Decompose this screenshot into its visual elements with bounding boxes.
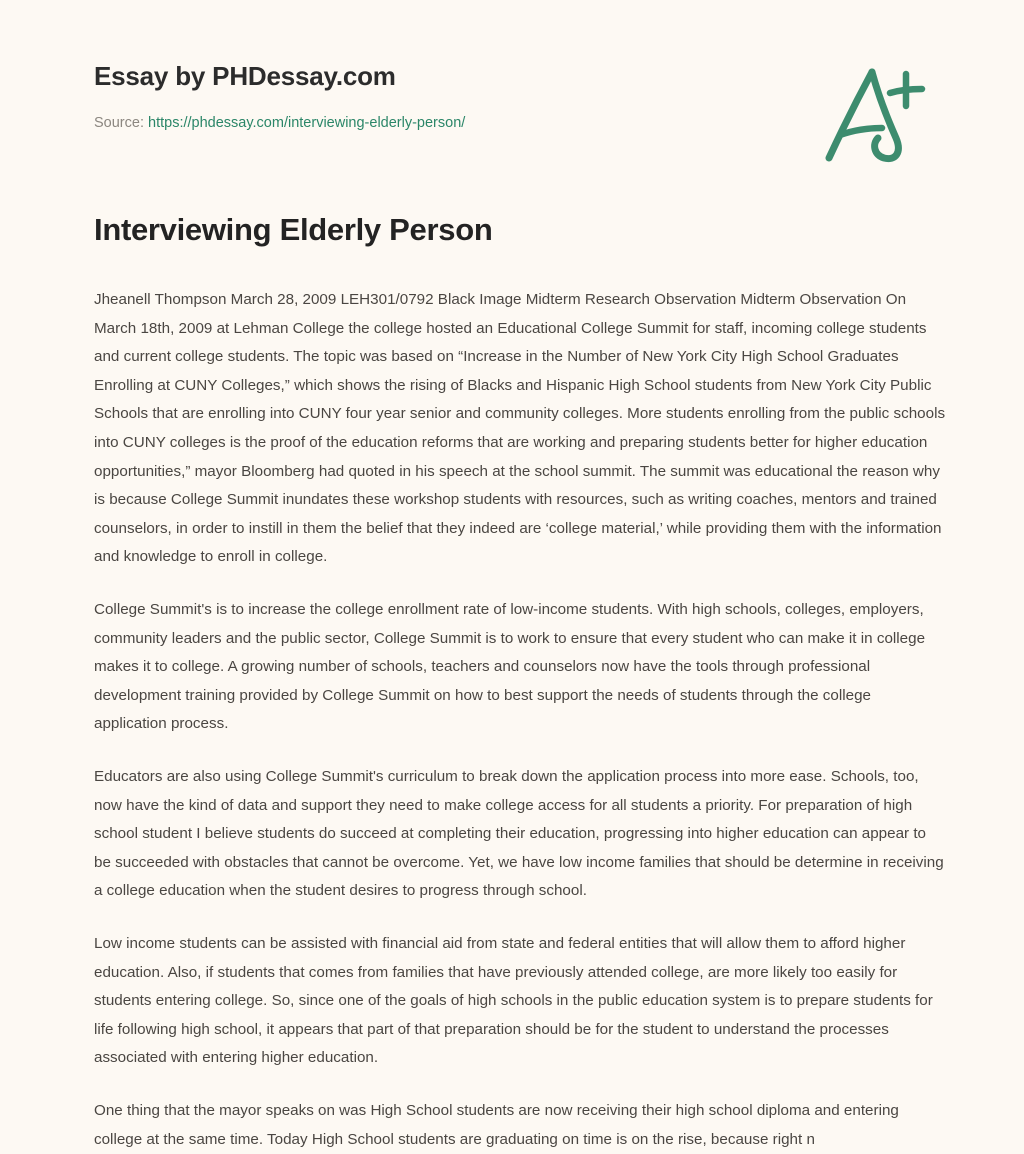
source-url-link[interactable]: https://phdessay.com/interviewing-elderly-person/ [148,114,466,131]
brand-title: Essay by PHDessay.com [94,61,396,91]
essay-paragraph: Low income students can be assisted with financial aid from state and federal entities that will allow them to afford higher education. Also, if students that comes from families that have previously attended college, are more likely too easily for students entering college. So, since one of the goals of high schools in the public education system is to prepare students for life following high school, it appears that part of that preparation should be for the student to understand the processes associated with entering higher education. [94,934,933,1067]
source-line [94,113,960,133]
essay-paragraph: Jheanell Thompson March 28, 2009 LEH301/0792 Black Image Midterm Research Observation Midterm Observation On March 18th, 2009 at Lehman College the college hosted an Educational College Summit for staff, incoming college students and current college students. The topic was based on “Increase in the Number of New York City High School Graduates Enrolling at CUNY Colleges,” which shows the rising of Blacks and Hispanic High School students from New York City Public Schools that are enrolling into CUNY four year senior and community colleges. More students enrolling from the public schools into CUNY colleges is the proof of the education reforms that are working and preparing students better for higher education opportunities,” mayor Bloomberg had quoted in his speech at the school summit. The summit was educational the reason why is because College Summit inundates these workshop students with resources, such as writing coaches, mentors and trained counselors, in order to instill in them the belief that they indeed are ‘college material,’ while providing them with the information and knowledge to enroll in college. [94,291,946,566]
page-header [0,0,1024,133]
source-label: Source: [94,114,144,131]
essay-paragraph: One thing that the mayor speaks on was High School students are now receiving their high school diploma and entering college at the same time. Today High School students are graduating on time is on the rise, because right n [94,1101,899,1148]
essay-paragraph: Educators are also using College Summit's curriculum to break down the application process into more ease. Schools, too, now have the kind of data and support they need to make college access for all students a priority. For preparation of high school student I believe students do succeed at completing their education, progressing into higher education can appear to be succeeded with obstacles that cannot be overcome. Yet, we have low income families that should be determine in receiving a college education when the student desires to progress through school. [94,767,944,900]
page-title: Interviewing Elderly Person [94,211,493,247]
essay-body [0,248,1024,1154]
essay-paragraph: College Summit's is to increase the college enrollment rate of low-income students. With high schools, colleges, employers, community leaders and the public sector, College Summit is to work to ensure that every student who can make it in college makes it to college. A growing number of schools, teachers and counselors now have the tools through professional development training provided by College Summit on how to best support the needs of students through the college application process. [94,601,926,733]
